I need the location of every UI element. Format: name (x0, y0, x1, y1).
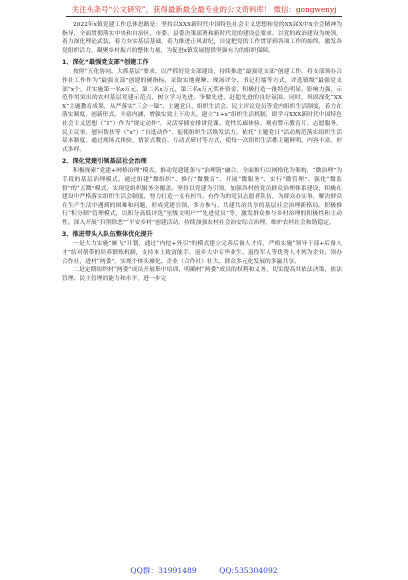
document-body (62, 21, 342, 283)
section-paragraph: 按照“五化协同、大抓基层”要求，以严抓好党支部建设，持续推进“最强党支部”创建工作。将支部领办合作社工作作为“最强支部”创建的硬指标，采取实地观摩、现场评分、书记打擂等方式，评选镇级“最强党支部”x个，并实施第一名x万元、第二名x万元、第三名x万元奖补资金，积极打造一批特色明显、影响力强，示范作用突出的农村基层党建示范点，树立学习先进、争做先进、赶超先进的良好氛围。同时，巩固深化“XXX”主题教育成果，从严落实“三会一课”、主题党日、组织生活会、民主评议党员等党内组织生活制度，着力在落实制度、创新形式、丰富内涵、增强实效上下功夫。建立“1+x”组织生活机制，即学习XXX新时代中国特色社会主义思想（“1”）作为“规定动作”，灵活穿插安排讲党课、党性长廊体验、观看警示教育片、志愿服务、民主议事、慰问帮扶等（“x”）“自选动作”，促使组织生活焕发活力。依托“主题党日”活动规范落实组织生活基本制度，通过现场式体验、情景式教育、互动式研讨等方式，使每一次组织生活都主题鲜明、内容丰富、形式多样。 (62, 69, 342, 153)
header-rule (66, 16, 342, 17)
section-heading: 1、深化“最强党支部”创建工作 (62, 59, 149, 67)
section-1 (62, 58, 342, 154)
section-2 (62, 157, 342, 227)
section-paragraph: 二是定期组织村“两委”成员开展集中培训，明确村“两委”成员的权利和义务，切实提高其依法决策、依法管理、民主管理的能力和水平，进一步完 (62, 267, 342, 282)
section-3 (62, 230, 342, 283)
footer-contacts (0, 565, 408, 576)
section-heading: 3、推进带头人队伍整体优化提升 (62, 231, 153, 239)
intro-paragraph: 2022年x镇党建工作总体思路是：坚持以XXX新时代中国特色社会主义思想和党的XX届X中X全会精神为指导，全面贯彻落实中央和自治区、市委、县委决策部署和新时代党的建设总要求，以党的政治建设为统领，着力深化理论武装，着力夯实基层基础，着力推进正风肃纪，自觉把党的工作贯穿到各项工作的始终，激发各党组织活力，凝聚乡村振兴的整体力量，为促进x镇发展提供坚强有力的组织保障。 (62, 22, 342, 54)
section-paragraph: 积极探索“党建+网格治理”模式，推动党建链条与“治理链”融合，全面推行以网格化为架构，“微治理”为手段的基层治理模式，通过组建“微组织”、推行“微教育”、开展“微服务”、实行“微管理”、强化“微监督”的“五微”模式，实现党组织服务全覆盖。坚持以党建为引领，加强各村的党员群众治理体系建设，积极在建设中严格落实组织生活会制度，努力打造一支有担当、有作为的党员志愿者队伍，为群众办实事，解决群众在生产生活中遇到的困难和问题，形成党建引领、多方参与、共建共治共享的基层社会治理新格局。积极推行“积分制”管理模式，以积分高低评选“星级文明户”“先进党员”等，激发群众参与乡村治理的积极性和主动性。深入开展“扫黑除恶”“平安乡村”创建活动，持续加强农村社会治安综合治理，维护农村社会和谐稳定。 (62, 168, 342, 226)
qq-group-text: QQ群：31991489 (130, 566, 197, 575)
section-heading: 2、深化党建引领基层社会治理 (62, 158, 147, 166)
qq-text: QQ:535304092 (219, 566, 278, 575)
header-banner: 关注头条号“公文研究”，获得最新最全最专业的公文资料库！ 微信：gongwenyj (71, 5, 337, 14)
section-paragraph: 一是大力实施“雁飞”计划，通过“内挖+外引”的模式建立完善后备人才库，严格实施“领导干部+后备人才”结对帮带的培养锻炼机制，支持本土致富能手、返乡大中专毕业生、退役军人等优秀人才列为企业、领办合作社，进村“两委”，实现个体头雁化、企业（合作社）壮大、群众多元化发展的多赢共享。 (62, 241, 342, 265)
